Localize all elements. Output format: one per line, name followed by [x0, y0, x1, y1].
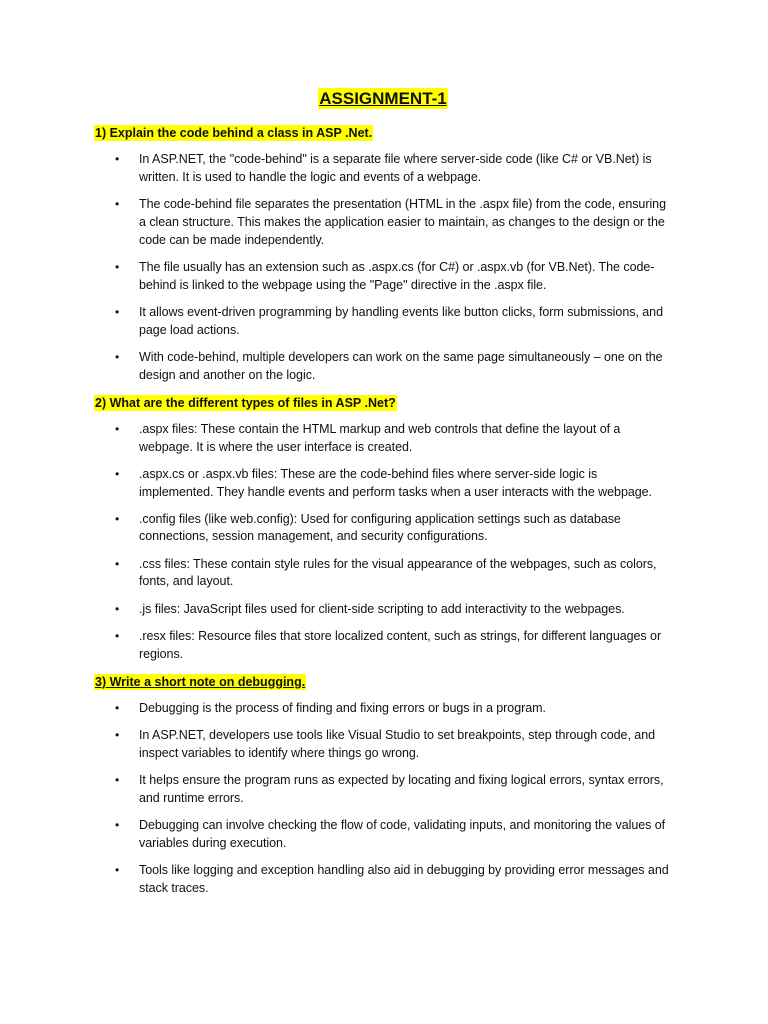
list-item — [94, 628, 672, 664]
bullet-icon: • — [115, 628, 120, 643]
list-item-text: .config files (like web.config): Used for configuring application settings such as database connections, session management, and security configurations. — [139, 511, 621, 544]
list-item — [94, 259, 672, 295]
list-item — [94, 817, 672, 853]
list-item — [94, 862, 672, 898]
bullet-icon: • — [115, 862, 120, 877]
list-item — [94, 349, 672, 385]
list-item-text: The code-behind file separates the presentation (HTML in the .aspx file) from the code, ensuring a clean structure. This makes the application easier to maintain, as changes to the design or the code can be made independently. — [139, 196, 666, 247]
list-item — [94, 601, 672, 619]
bullet-icon: • — [115, 601, 120, 616]
list-item — [94, 151, 672, 187]
list-item-text: In ASP.NET, the "code-behind" is a separate file where server-side code (like C# or VB.Net) is written. It is used to handle the logic and events of a webpage. — [139, 152, 652, 184]
question-3: 3) Write a short note on debugging. — [95, 674, 306, 689]
bullet-icon: • — [115, 817, 120, 832]
list-item — [94, 421, 672, 457]
bullet-icon: • — [115, 556, 120, 571]
list-item-text: It helps ensure the program runs as expected by locating and fixing logical errors, syntax errors, and runtime errors. — [139, 773, 664, 805]
bullet-icon: • — [115, 259, 120, 274]
list-item — [94, 700, 672, 718]
section-2 — [94, 394, 672, 664]
document-title: ASSIGNMENT-1 — [319, 89, 447, 108]
list-item-text: It allows event-driven programming by handling events like button clicks, form submissions, and page load actions. — [139, 304, 663, 337]
list-item — [94, 556, 672, 592]
section-3 — [94, 673, 672, 898]
list-item — [94, 727, 672, 763]
bullet-icon: • — [115, 728, 120, 743]
list-item-text: .js files: JavaScript files used for client-side scripting to add interactivity to the webpages. — [139, 601, 625, 616]
bullet-icon: • — [115, 152, 120, 166]
bullet-icon: • — [115, 196, 120, 211]
list-item-text: .resx files: Resource files that store localized content, such as strings, for different languages or regions. — [139, 628, 662, 661]
bullet-icon: • — [115, 304, 120, 319]
list-item-text: Tools like logging and exception handling also aid in debugging by providing error messages and stack traces. — [139, 862, 669, 895]
list-item-text: In ASP.NET, developers use tools like Visual Studio to set breakpoints, step through code, and inspect variables to identify where things go wrong. — [139, 728, 655, 760]
list-item — [94, 466, 672, 502]
bullet-list-1 — [94, 151, 672, 384]
bullet-list-3 — [94, 700, 672, 898]
question-1: 1) Explain the code behind a class in ASP .Net. — [95, 126, 373, 140]
list-item — [94, 196, 672, 249]
bullet-icon: • — [115, 773, 120, 787]
bullet-icon: • — [115, 349, 120, 364]
question-2: 2) What are the different types of files in ASP .Net? — [95, 395, 396, 410]
bullet-list-2 — [94, 421, 672, 664]
title-row — [94, 88, 672, 112]
list-item-text: .aspx.cs or .aspx.vb files: These are the code-behind files where server-side logic is implemented. They handle events and perform tasks when a user interacts with the webpage. — [139, 466, 652, 499]
list-item-text: With code-behind, multiple developers can work on the same page simultaneously – one on the design and another on the logic. — [139, 349, 663, 382]
list-item — [94, 304, 672, 340]
bullet-icon: • — [115, 700, 120, 715]
list-item-text: The file usually has an extension such as .aspx.cs (for C#) or .aspx.vb (for VB.Net). The code-behind is linked to the webpage using the "Page" directive in the .aspx file. — [139, 259, 655, 292]
list-item — [94, 511, 672, 547]
bullet-icon: • — [115, 466, 120, 481]
list-item-text: .css files: These contain style rules for the visual appearance of the webpages, such as colors, fonts, and layout. — [139, 556, 657, 589]
list-item-text: Debugging is the process of finding and fixing errors or bugs in a program. — [139, 700, 546, 715]
section-1 — [94, 124, 672, 384]
list-item — [94, 772, 672, 808]
list-item-text: .aspx files: These contain the HTML markup and web controls that define the layout of a webpage. It is where the user interface is created. — [139, 421, 621, 454]
list-item-text: Debugging can involve checking the flow of code, validating inputs, and monitoring the values of variables during execution. — [139, 817, 666, 850]
bullet-icon: • — [115, 511, 120, 526]
bullet-icon: • — [115, 421, 120, 436]
